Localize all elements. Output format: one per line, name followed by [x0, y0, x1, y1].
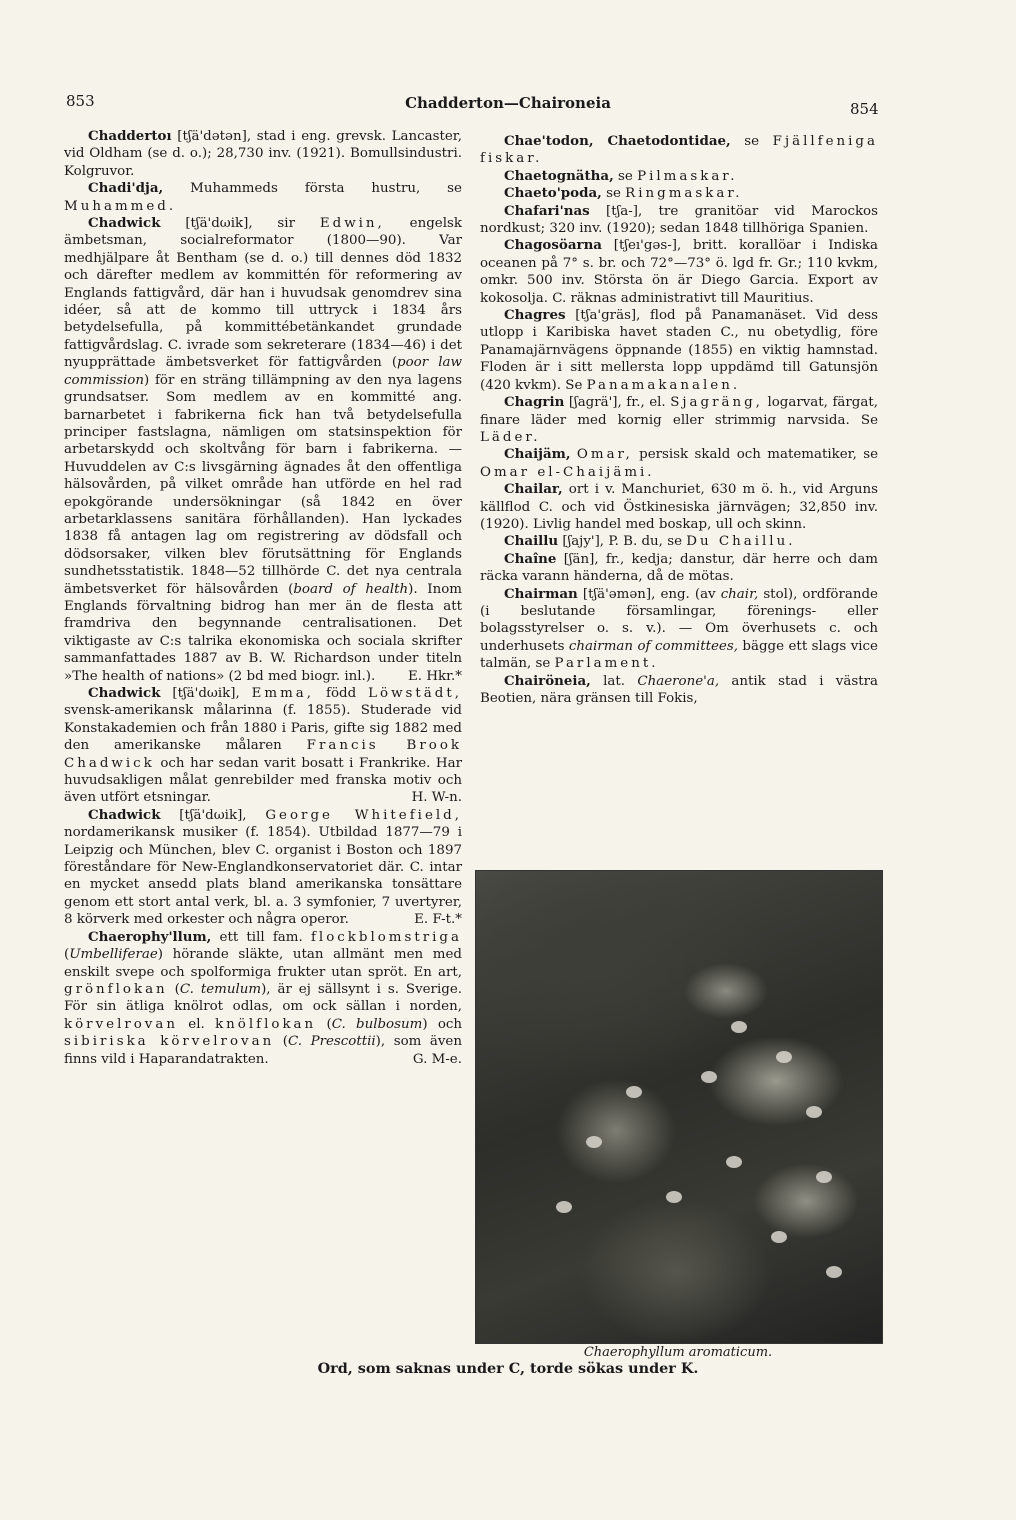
entry-text: född [326, 686, 357, 701]
entry-text: logarvat, färgat, finare läder med kornig eller strimmig narvsida. Se [480, 395, 878, 428]
running-head: Chadderton—Chaironeia [405, 94, 611, 112]
spaced-term: grönflokan [64, 981, 168, 997]
entry-text: ( [64, 947, 70, 963]
entry-text: ) hörande släkte, utan allmänt men med enskilt svepe och spolformiga frukter utan spröt. En art, [64, 947, 462, 980]
italic-term: Chaerone'a, [637, 673, 720, 689]
entry-head: Chagrin [504, 394, 565, 411]
blossom-cluster [731, 1021, 747, 1033]
entry-text: ) och [422, 1016, 463, 1032]
entry-head: Chairöneia, [504, 672, 591, 689]
cross-reference: Parlament. [554, 656, 659, 672]
blossom-cluster [726, 1156, 742, 1168]
entry-chaetodon [480, 133, 878, 168]
page-number-left: 853 [66, 92, 95, 110]
entry-text: ) för en sträng tillämpning av den nya lagens grundsatser. Som medlem av en kommitté ang. barnarbetet i fabrikerna fick han två betydelsefulla principer fastslagna, nämligen om statsinspektion för arbetarskydd och skoltvång för barn i fabrikerna. — Huvuddelen av C:s livsgärning ägnades åt den offentliga hälsovården, på vilket område han utförde en hel rad epokgörande undersökningar (så 1842 en över arbetarklassens sanitära förhållanden). Han lyckades 1838 få antagen lag om registrering av dödsfall och dödsorsaker, vilken blev förutsättning för Englands sundhetsstatistik. 1848—52 tillhörde C. det nya centrala ämbetsverket för hälsovården ( [64, 372, 462, 597]
entry-chairman [480, 586, 878, 673]
author-signature: E. Hkr.* [408, 668, 462, 684]
entry-head: Chailar, [504, 481, 563, 498]
person-name: George Whitefield, [265, 807, 462, 823]
entry-head: Chaddertoı [88, 128, 172, 144]
page-header [0, 92, 1016, 122]
entry-text: el. [188, 1016, 205, 1032]
cross-reference: Ringmaskar. [625, 186, 743, 202]
entry-chailar [480, 481, 878, 533]
entry-text: [tʃa-], tre granitöar vid Marockos nordkust; 320 inv. (1920); sedan 1848 tillhöriga Spanien. [480, 203, 878, 237]
blossom-cluster [586, 1136, 602, 1148]
figure-caption: Chaerophyllum aromaticum. [583, 1345, 773, 1360]
spaced-term: körvelrovan [64, 1016, 178, 1032]
person-name: Edwin, [319, 216, 385, 232]
author-signature: E. F-t.* [414, 912, 462, 928]
author-signature: G. M-e. [412, 1051, 462, 1067]
entry-head: Chagres [504, 307, 566, 324]
spaced-term: knölflokan [215, 1016, 317, 1032]
entry-text: ( [174, 981, 180, 997]
entry-chaerophyllum [64, 929, 462, 1068]
blossom-cluster [556, 1201, 572, 1213]
entry-head: Chae'todon, Chaetodontidae, [504, 133, 731, 149]
entry-text: ( [282, 1034, 288, 1050]
italic-term: chair, [720, 586, 759, 602]
blossom-cluster [666, 1191, 682, 1203]
entry-head: Chagosöarna [504, 237, 602, 254]
entry-head: Chaijäm, [504, 446, 571, 463]
entry-text: [tʃä'dωik], [179, 807, 247, 823]
entry-text: se [744, 134, 760, 149]
entry-text: ), som även finns vild i Haparandatrakten. [64, 1034, 462, 1067]
italic-term: poor law commission [64, 355, 462, 388]
entry-chadderton [64, 128, 462, 180]
spaced-term: sibiriska körvelrovan [64, 1034, 275, 1050]
entry-head: Chadwick [88, 685, 161, 701]
blossom-cluster [806, 1106, 822, 1118]
person-name: Omar, [576, 447, 633, 463]
entry-chagres [480, 307, 878, 394]
plant-photograph [475, 870, 883, 1344]
page-number-right: 854 [850, 100, 879, 118]
cross-reference: Panamakanalen. [586, 377, 741, 393]
entry-chaironeia [480, 673, 878, 708]
entry-chadidja [64, 180, 462, 215]
entry-chagrin [480, 394, 878, 446]
entry-head: Chaillu [504, 533, 559, 550]
entry-text: ). Inom Englands förvaltning bidrog han mer än de flesta att framdriva den begynnande centralisationen. Det viktigaste av C:s talrika ekonomiska och sociala skrifter sammanfattades 1887 av B. W. Richardson under titeln »The health of nations» (2 bd med biogr. inl.). [64, 581, 462, 684]
entry-chadwick-edwin [64, 215, 462, 685]
entry-chadwick-emma [64, 685, 462, 807]
italic-term: C. temulum [179, 981, 262, 997]
person-name: Emma, [251, 686, 315, 701]
entry-text: [tʃeı'gəs-], britt. korallöar i Indiska oceanen på 7° s. br. och 72°—73° ö. lgd fr. Gr.; 110 kvkm, omkr. 500 inv. Största ön är Diego Garcia. Export av kokosolja. C. räknas administrativt till Mauritius. [480, 238, 878, 306]
footer-note: Ord, som saknas under C, torde sökas under K. [317, 1360, 699, 1377]
entry-head: Chaetognätha, [504, 167, 614, 184]
blossom-cluster [701, 1071, 717, 1083]
blossom-cluster [776, 1051, 792, 1063]
cross-reference: Omar el-Chaijämi. [480, 464, 655, 480]
italic-term: chairman of committees, [568, 638, 738, 654]
entry-text: nordamerikansk musiker (f. 1854). Utbildad 1877—79 i Leipzig och München, blev C. organist i Boston och 1897 föreståndare för New-Englandkonservatoriet där. C. intar en mycket ansedd plats bland amerikanska tonsättare genom ett stort antal verk, bl. a. 3 symfonier, 7 uvertyrer, 8 körverk med orkester och några operor. [64, 825, 462, 928]
entry-text: se [618, 168, 633, 184]
person-name: Löwstädt, [368, 686, 462, 701]
left-column [64, 128, 462, 1068]
entry-text: [tʃa'gräs], flod på Panamanäset. Vid dess utlopp i Karibiska havet staden C., nu obetydlig, före Panamajärnvägens öppnande (1855) en viktig hamnstad. Floden är i sitt mellersta lopp uppdämd till Gatunsjön (420 kvkm). Se [480, 308, 878, 393]
entry-chadwick-george [64, 807, 462, 929]
blossom-cluster [816, 1171, 832, 1183]
entry-text: [ʃajy'], P. B. du, se [562, 534, 682, 550]
cross-reference: Muhammed. [64, 198, 177, 214]
entry-text: engelsk ämbetsman, socialreformator (1800—90). Var medhjälpare åt Bentham (se d. o.) till dennes död 1832 och därefter medlem av kommittén för reformering av Englands fattigvård, där han i huvudsak genomdrev sina idéer, så att de kommo till uttryck i 1834 års betydelsefulla, på kommittébetänkandet grundade fattigvårdslag. C. ivrade som sekreterare (1834—46) i det nyupprättade ämbetsverket för fattigvården ( [64, 216, 462, 371]
entry-text: [ʃän], fr., kedja; danstur, där herre och dam räcka varann händerna, då de mötas. [480, 551, 878, 585]
entry-text: [tʃä'dətən], stad i eng. grevsk. Lancaster, vid Oldham (se d. o.); 28,730 inv. (1921). Bomullsindustri. Kolgruvor. [64, 129, 462, 179]
italic-term: board of health [293, 581, 409, 597]
entry-text: bägge ett slags vice talmän, se [480, 638, 878, 672]
entry-text: se [606, 186, 621, 202]
entry-chafarinas [480, 203, 878, 238]
entry-text: Muhammeds första hustru, se [190, 181, 462, 197]
entry-chagos [480, 237, 878, 307]
entry-head: Chadwick [88, 806, 161, 823]
spaced-term: Sjagräng, [670, 395, 763, 411]
entry-chaine [480, 551, 878, 586]
entry-chaijam [480, 446, 878, 481]
entry-text: antik stad i västra Beotien, nära gränsen till Fokis, [480, 673, 878, 706]
right-column [480, 133, 878, 707]
entry-text: ), är ej sällsynt i s. Sverige. För sin ätliga knölrot odlas, om ock sällan i norden, [64, 981, 462, 1015]
entry-text: persisk skald och matematiker, se [639, 447, 878, 463]
spaced-term: flockblomstriga [310, 929, 462, 945]
entry-text: ett till fam. [219, 929, 303, 945]
cross-reference: Läder. [480, 429, 541, 445]
entry-text: [tʃä'əmən], eng. (av [582, 586, 716, 602]
entry-text: och har sedan varit bosatt i Frankrike. Har huvudsakligen målat genrebilder med franska motiv och även utfört etsningar. [64, 755, 462, 806]
cross-reference: Pilmaskar. [637, 168, 738, 184]
entry-text: stol), ordförande (i beslutande församlingar, förenings- eller bolagsstyrelser o. s. v.). — Om överhusets c. och underhusets [480, 586, 878, 654]
italic-term: C. bulbosum [331, 1016, 423, 1032]
entry-head: Chaerophy'llum, [88, 928, 212, 945]
person-name: Francis Brook Chadwick [64, 738, 462, 771]
cross-reference: Fjällfeniga fiskar. [480, 134, 878, 167]
entry-head: Chadwick [88, 215, 161, 232]
entry-head: Chaeto'poda, [504, 185, 602, 202]
cross-reference: Du Chaillu. [686, 534, 796, 550]
entry-head: Chairman [504, 585, 578, 602]
entry-text: [tʃä'dωik], [172, 686, 240, 701]
entry-chaetognatha [480, 168, 878, 185]
author-signature: H. W-n. [411, 790, 462, 806]
entry-head: Chaîne [504, 550, 557, 567]
blossom-cluster [826, 1266, 842, 1278]
entry-text: [tʃä'dωik], sir [185, 216, 295, 232]
entry-head: Chadi'dja, [88, 180, 164, 197]
entry-head: Chafari'nas [504, 202, 590, 219]
entry-text: ( [326, 1016, 332, 1032]
entry-chaetopoda [480, 185, 878, 202]
entry-text: svensk-amerikansk målarinna (f. 1855). Studerade vid Konstakademien och från 1880 i Paris, gifte sig 1882 med den amerikanske målaren [64, 703, 462, 754]
blossom-cluster [771, 1231, 787, 1243]
italic-term: C. Prescottii [288, 1034, 376, 1050]
blossom-cluster [626, 1086, 642, 1098]
entry-chaillu [480, 533, 878, 550]
entry-text: lat. [603, 673, 626, 689]
entry-text: ort i v. Manchuriet, 630 m ö. h., vid Arguns källflod C. och vid Östkinesiska järnvägen; 32,850 inv. (1920). Livlig handel med boskap, ull och skinn. [480, 482, 878, 532]
italic-term: Umbelliferae [69, 947, 158, 963]
entry-text: [ʃagrä'], fr., el. [568, 395, 666, 411]
